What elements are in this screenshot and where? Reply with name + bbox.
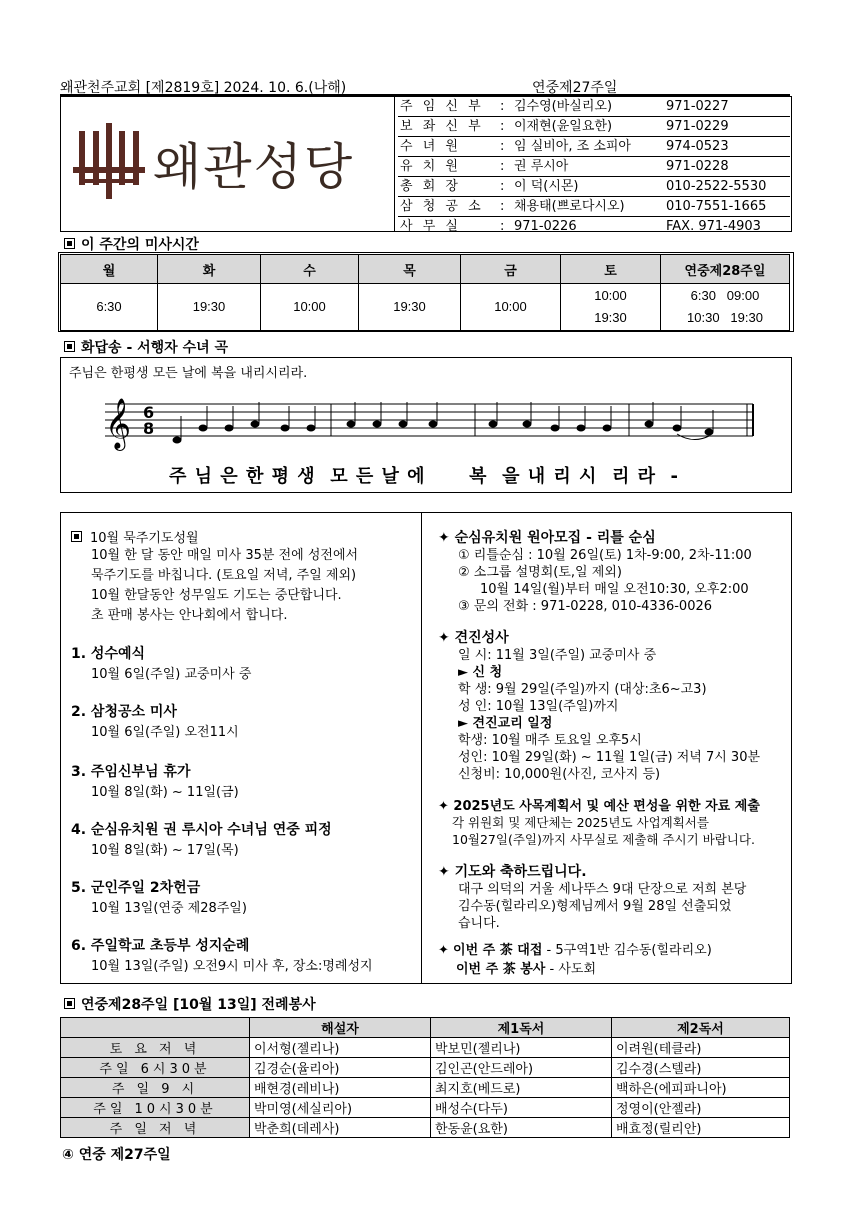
mass-times-row: 6:30 19:30 10:00 19:30 10:00 10:00 19:30 6:30 09:00 10:30 19:30 — [61, 284, 790, 331]
notice-item: 5. 군인주일 2차헌금 10월 13일(연중 제28주일) — [71, 880, 247, 916]
staff-row: 사 무 실 : 971-0226 FAX. 971-4903 — [400, 219, 761, 234]
right-notices — [422, 513, 791, 983]
table-row: 주 일 9 시 배현경(레비나) 최지호(베드로) 백하은(에피파니아) — [61, 1078, 790, 1098]
psalm-box — [60, 357, 792, 493]
notice-item: 4. 순심유치원 권 루시아 수녀님 연중 피정 10월 8일(화) ~ 17일(목) — [71, 822, 332, 858]
table-row: 주 일 저 녁 박춘희(데레사) 한동윤(요한) 배효정(릴리안) — [61, 1118, 790, 1138]
pastoral-plan-notice: ✦ 2025년도 사목계획서 및 예산 편성을 위한 자료 제출 각 위원회 및 제단체는 2025년도 사업계획서를 10월27일(주일)까지 사무실로 제출해 주시기 바랍니다. — [438, 799, 760, 847]
table-row: 토 요 저 녁 이서형(젤리나) 박보민(젤리나) 이려원(테클라) — [61, 1038, 790, 1058]
table-row: 주일 6시30분 김경순(율리아) 김인곤(안드레아) 김수경(스텔라) — [61, 1058, 790, 1078]
congratulations-notice: ✦ 기도와 축하드립니다. 대구 의덕의 거울 세나뚜스 9대 단장으로 저희 본당 김수동(힐라리오)형제님께서 9월 28일 선출되었 습니다. — [438, 864, 747, 931]
parish-info-box — [60, 96, 792, 232]
parish-name-logo: 왜관성당 — [153, 138, 355, 196]
diamond-bullet-icon: ✦ — [438, 864, 455, 880]
left-notices — [61, 513, 422, 983]
section-bullet-icon — [64, 998, 75, 1009]
staff-row: 보 좌 신 부 : 이재현(윤일요한) 971-0229 — [398, 117, 790, 137]
church-emblem-icon — [73, 123, 145, 199]
section-bullet-icon — [64, 341, 75, 352]
staff-directory — [398, 97, 790, 236]
notice-item: 2. 삼청공소 미사 10월 6일(주일) 오전11시 — [71, 704, 239, 740]
section-bullet-icon — [64, 238, 75, 249]
staff-row: 유 치 원 : 권 루시아 971-0228 — [398, 157, 790, 177]
tea-service-notice: ✦ 이번 주 茶 대접 - 5구역1반 김수동(힐라리오) 이번 주 茶 봉사 - 사도회 — [438, 943, 712, 977]
diamond-bullet-icon: ✦ — [438, 943, 454, 958]
bulletin-sunday: 연중제27주일 — [532, 80, 618, 96]
notice-item: 1. 성수예식 10월 6일(주일) 교중미사 중 — [71, 646, 252, 682]
psalm-section-title: 화답송 - 서행자 수녀 곡 — [64, 337, 228, 357]
svg-text:8: 8 — [143, 419, 155, 438]
service-header-row: 해설자 제1독서 제2독서 — [61, 1018, 790, 1038]
page-footer: ④ 연중 제27주일 — [62, 1147, 171, 1163]
mass-section-title: 이 주간의 미사시간 — [64, 234, 199, 254]
rosary-notice: 10월 묵주기도성월 10월 한 달 동안 매일 미사 35분 전에 성전에서 묵주기도를 바칩니다. (토요일 저녁, 주일 제외) 10월 한달동안 성무일도 기도는 중단합니다. 초 판매 봉사는 안나회에서 합니다. — [71, 527, 358, 626]
parish-logo — [61, 97, 395, 231]
table-row: 주일 10시30분 박미영(세실리아) 배성수(다두) 정영이(안젤라) — [61, 1098, 790, 1118]
bulletin-issue: 왜관천주교회 [제2819호] 2024. 10. 6.(나해) — [60, 80, 347, 96]
notices-box — [60, 512, 792, 984]
notice-item: 3. 주임신부님 휴가 10월 8일(화) ~ 11일(금) — [71, 764, 239, 800]
psalm-lyrics: 주 님 은 한 평 생 모 든 날 에 복 을 내 리 시 리 라 - — [169, 466, 679, 487]
staff-row: 삼 청 공 소 : 채용태(쁘로다시오) 010-7551-1665 — [398, 197, 790, 217]
svg-text:6: 6 — [143, 403, 155, 422]
mass-times-table — [60, 254, 790, 331]
mass-header-row: 월 화 수 목 금 토 연중제28주일 — [61, 255, 790, 284]
music-score — [61, 388, 791, 468]
staff-row: 수 녀 원 : 임 실비아, 조 소피아 974-0523 — [398, 137, 790, 157]
staff-row: 총 회 장 : 이 덕(시몬) 010-2522-5530 — [398, 177, 790, 197]
notice-item: 6. 주일학교 초등부 성지순례 10월 13일(주일) 오전9시 미사 후, 장소:명례성지 — [71, 938, 373, 974]
section-bullet-icon — [71, 531, 82, 542]
diamond-bullet-icon: ✦ — [438, 530, 455, 546]
diamond-bullet-icon: ✦ — [438, 630, 455, 646]
psalm-refrain: 주님은 한평생 모든 날에 복을 내리시리라. — [69, 366, 308, 381]
confirmation-notice: ✦ 견진성사 일 시: 11월 3일(주일) 교중미사 중 ► 신 청 학 생: 9월 29일(주일)까지 (대상:초6~고3) 성 인: 10월 13일(주일)까지 ► 견진교리 일정 학생: 10월 매주 토요일 오후5시 성인: 10월 29일(화) ~ 11월 1일(금) 저녁 7시 30분 신청비: 10,000원(사진, 코사지 등) — [438, 630, 761, 782]
svg-text:𝄞: 𝄞 — [105, 398, 132, 449]
liturgy-service-table — [60, 1017, 790, 1138]
service-section-title: 연중제28주일 [10월 13일] 전례봉사 — [64, 994, 316, 1014]
staff-row: 주 임 신 부 : 김수영(바실리오) 971-0227 — [398, 97, 790, 117]
diamond-bullet-icon: ✦ — [438, 799, 454, 814]
kindergarten-notice: ✦ 순심유치원 원아모집 - 리틀 순심 ① 리틀순심 : 10월 26일(토) 1차-9:00, 2차-11:00 ② 소그룹 설명회(토,일 제외) 10월 14일(월)부터 매일 오전10:30, 오후2:00 ③ 문의 전화 : 971-0228, 010-4336-0026 — [438, 530, 752, 614]
